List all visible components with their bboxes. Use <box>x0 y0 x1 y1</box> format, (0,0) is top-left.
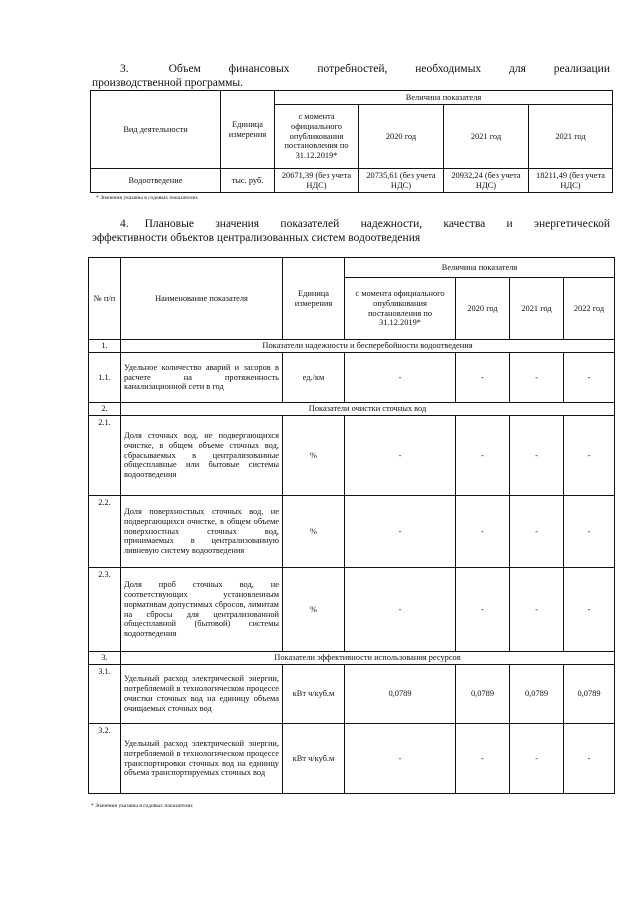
section-row-3 <box>89 652 615 665</box>
row-name: Доля поверхностных сточных вод, не подвергающихся очистке, в общем объеме поверхностных сточных вод, принимаемых в централизованную ливневую систему водоотведения <box>121 496 283 568</box>
table-row <box>89 496 615 568</box>
section-4-heading-line2: эффективности объектов централизованных систем водоотведения <box>92 232 421 244</box>
row-unit: % <box>283 496 345 568</box>
section-3-heading-line1: 3. Объем финансовых потребностей, необходимых для реализации <box>120 63 610 75</box>
row-value: 0,0789 <box>345 665 456 724</box>
hdr-unit: Единица измерения <box>283 258 345 340</box>
row-unit: % <box>283 568 345 652</box>
section-4-heading-line1: 4. Плановые значения показателей надежности, качества и энергетической <box>120 218 610 230</box>
row-year-1: 20735,61 (без учета НДС) <box>359 169 444 193</box>
row-name: Удельный расход электрической энергии, потребляемой в технологическом процессе транспортировки сточных вод на единицу объема транспортируемых сточных вод <box>121 724 283 794</box>
hdr-since: с момента официального опубликования постановления по 31.12.2019* <box>345 278 456 340</box>
hdr-value: Величина показателя <box>345 258 615 278</box>
financial-needs-table <box>90 90 613 193</box>
row-unit: тыс. руб. <box>221 169 275 193</box>
row-value: - <box>564 416 615 496</box>
row-value: - <box>510 568 564 652</box>
hdr-num: № п/п <box>89 258 121 340</box>
row-value: - <box>456 568 510 652</box>
hdr-year-3: 2022 год <box>564 278 615 340</box>
row-value: - <box>564 496 615 568</box>
row-num: 2.1. <box>89 416 121 496</box>
row-unit: кВт ч/куб.м <box>283 665 345 724</box>
hdr-value: Величина показателя <box>275 91 613 105</box>
row-year-3: 18211,49 (без учета НДС) <box>529 169 613 193</box>
section-title: Показатели эффективности использования ресурсов <box>121 652 615 665</box>
row-value: 0,0789 <box>510 665 564 724</box>
row-year-2: 20932,24 (без учета НДС) <box>444 169 529 193</box>
row-value: 0,0789 <box>456 665 510 724</box>
row-value: - <box>510 724 564 794</box>
table-row <box>89 724 615 794</box>
row-value: - <box>456 724 510 794</box>
row-name: Доля проб сточных вод, не соответствующих установленным нормативам допустимых сбросов, лимитам на сбросы для централизованной общесплавной (бытовой) системы водоотведения <box>121 568 283 652</box>
row-value: - <box>510 416 564 496</box>
hdr-year-1: 2020 год <box>359 105 444 169</box>
row-value: - <box>564 568 615 652</box>
hdr-year-2: 2021 год <box>444 105 529 169</box>
table-row <box>89 416 615 496</box>
table-row <box>89 353 615 403</box>
row-num: 2.2. <box>89 496 121 568</box>
section-3-heading <box>92 62 610 90</box>
row-value: - <box>345 724 456 794</box>
section-row-1 <box>89 340 615 353</box>
row-value: - <box>345 353 456 403</box>
table-row <box>91 169 613 193</box>
row-unit: ед./км <box>283 353 345 403</box>
section-title: Показатели надежности и бесперебойности водоотведения <box>121 340 615 353</box>
row-value: - <box>456 496 510 568</box>
table-row <box>89 568 615 652</box>
row-num: 3.2. <box>89 724 121 794</box>
section-3-footnote: * Значения указаны в годовых показателях <box>96 195 198 201</box>
row-name: Доля сточных вод, не подвергающихся очистке, в общем объеме сточных вод, сбрасываемых в централизованные общесплавные или бытовые системы водоотведения <box>121 416 283 496</box>
hdr-year-1: 2020 год <box>456 278 510 340</box>
hdr-name: Наименование показателя <box>121 258 283 340</box>
row-num: 3.1. <box>89 665 121 724</box>
section-row-2 <box>89 403 615 416</box>
section-num: 1. <box>89 340 121 353</box>
row-value: - <box>345 496 456 568</box>
row-num: 2.3. <box>89 568 121 652</box>
section-3-heading-line2: производственной программы. <box>92 77 244 89</box>
row-value: - <box>456 353 510 403</box>
row-value: - <box>345 568 456 652</box>
row-value: - <box>510 496 564 568</box>
section-num: 2. <box>89 403 121 416</box>
row-unit: % <box>283 416 345 496</box>
row-value: 0,0789 <box>564 665 615 724</box>
row-name: Удельный расход электрической энергии, потребляемой в технологическом процессе очистки сточных вод на единицу объема очищаемых сточных вод <box>121 665 283 724</box>
row-value: - <box>564 724 615 794</box>
row-name: Удельное количество аварий и засоров в расчете на протяженность канализационной сети в год <box>121 353 283 403</box>
hdr-unit: Единица измерения <box>221 91 275 169</box>
section-title: Показатели очистки сточных вод <box>121 403 615 416</box>
row-since: 20671,39 (без учета НДС) <box>275 169 359 193</box>
section-num: 3. <box>89 652 121 665</box>
row-value: - <box>345 416 456 496</box>
row-num: 1.1. <box>89 353 121 403</box>
table-row <box>89 665 615 724</box>
row-value: - <box>564 353 615 403</box>
hdr-since: с момента официального опубликования постановления по 31.12.2019* <box>275 105 359 169</box>
row-unit: кВт ч/куб.м <box>283 724 345 794</box>
row-activity: Водоотведение <box>91 169 221 193</box>
row-value: - <box>456 416 510 496</box>
hdr-year-2: 2021 год <box>510 278 564 340</box>
row-value: - <box>510 353 564 403</box>
section-4-footnote: * Значения указаны в годовых показателях <box>91 803 193 809</box>
hdr-year-3: 2021 год <box>529 105 613 169</box>
indicators-table <box>88 257 615 794</box>
section-4-heading <box>92 217 610 245</box>
hdr-activity: Вид деятельности <box>91 91 221 169</box>
